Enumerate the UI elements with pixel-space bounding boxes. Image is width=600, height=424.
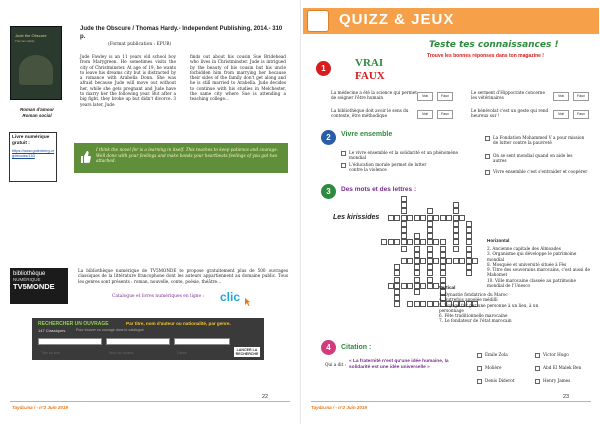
h-clue-5: 10. Ville marocaine classée au patrimoine mondial de l'Unesco bbox=[487, 277, 576, 289]
crossword-cell[interactable] bbox=[446, 215, 452, 221]
v-clue-5: 7. Le fondateur de l'état marocain bbox=[439, 318, 512, 324]
crossword-cell[interactable] bbox=[427, 215, 433, 221]
s2-checkbox-1[interactable] bbox=[341, 151, 346, 156]
crossword-cell[interactable] bbox=[401, 233, 407, 239]
crossword-cell[interactable] bbox=[401, 208, 407, 214]
library-logo bbox=[10, 268, 68, 304]
h-clue-2: 3. Organisme qui développe le patrimoine mondial bbox=[487, 251, 577, 262]
section-3-title: Des mots et des lettres : bbox=[341, 186, 417, 193]
right-page bbox=[300, 0, 600, 424]
crossword-cell[interactable] bbox=[427, 246, 433, 252]
free-book-title: Livre numérique gratuit : bbox=[12, 135, 50, 146]
vertical-title: Vertical bbox=[439, 285, 456, 290]
search-banner bbox=[32, 318, 264, 360]
footer-rule bbox=[311, 401, 591, 402]
vrai-label: VRAI bbox=[355, 57, 384, 69]
crossword-cell[interactable] bbox=[466, 221, 472, 227]
crossword-cell[interactable] bbox=[401, 221, 407, 227]
crossword-cell[interactable] bbox=[440, 239, 446, 245]
crossword-cell[interactable] bbox=[420, 301, 426, 307]
q1-1-vrai-box[interactable]: Vrai bbox=[417, 92, 433, 101]
author-checkbox-3[interactable] bbox=[477, 366, 482, 371]
crossword-cell[interactable] bbox=[401, 283, 407, 289]
crossword-cell[interactable] bbox=[401, 246, 407, 252]
q1-4-vrai-box[interactable]: Vrai bbox=[553, 110, 569, 119]
crossword-cell[interactable] bbox=[420, 215, 426, 221]
footer bbox=[311, 405, 367, 410]
catalogue-text: Catalogue et livres numériques en ligne : bbox=[112, 294, 204, 299]
s2-item-5: Vivre ensemble c'est s'entraider et coopérer bbox=[493, 169, 588, 174]
crossword-cell[interactable] bbox=[420, 239, 426, 245]
crossword-cell[interactable] bbox=[446, 258, 452, 264]
crossword-cell[interactable] bbox=[440, 258, 446, 264]
section-1-circle: 1 bbox=[316, 61, 331, 76]
crossword-cell[interactable] bbox=[414, 283, 420, 289]
footer bbox=[12, 405, 68, 410]
crossword-cell[interactable] bbox=[453, 221, 459, 227]
vertical-clues bbox=[439, 292, 555, 324]
crossword-cell[interactable] bbox=[427, 301, 433, 307]
q1-item-2: La bibliothèque doit avoir le sens du contexte, être méthodique bbox=[331, 108, 409, 119]
search-field-author[interactable] bbox=[106, 338, 170, 355]
crossword-cell[interactable] bbox=[453, 227, 459, 233]
q1-item-1: La médecine a été la science qui permet de soigner l'être humain bbox=[331, 90, 417, 101]
crossword-cell[interactable] bbox=[394, 301, 400, 307]
book-header: Jude the Obscure / Thomas Hardy.- Independent Publishing, 2014.- 310 p. bbox=[80, 26, 283, 40]
q1-3-faux-box[interactable]: Faux bbox=[573, 92, 589, 101]
crossword-cell[interactable] bbox=[401, 227, 407, 233]
click-cursor-icon bbox=[244, 292, 252, 302]
h-clue-4: 9. Titre des souverains marocains, c'est aussi de Mahomet bbox=[487, 267, 590, 278]
crossword-cell[interactable] bbox=[440, 277, 446, 283]
crossword-cell[interactable] bbox=[401, 258, 407, 264]
q1-4-faux-box[interactable]: Faux bbox=[573, 110, 589, 119]
section-2-circle: 2 bbox=[321, 130, 336, 145]
faux-label: FAUX bbox=[355, 70, 385, 82]
crossword-cell[interactable] bbox=[407, 283, 413, 289]
crossword-cell[interactable] bbox=[381, 239, 387, 245]
crossword-cell[interactable] bbox=[388, 215, 394, 221]
crossword-cell[interactable] bbox=[414, 233, 420, 239]
crossword-cell[interactable] bbox=[427, 258, 433, 264]
crossword-cell[interactable] bbox=[453, 215, 459, 221]
page-number: 22 bbox=[262, 394, 269, 400]
crossword-cell[interactable] bbox=[440, 264, 446, 270]
v-clue-1: 1. Dynastie fondatrice du Maroc bbox=[439, 292, 508, 297]
crossword-cell[interactable] bbox=[388, 239, 394, 245]
crossword-cell[interactable] bbox=[453, 208, 459, 214]
games-icon bbox=[307, 10, 329, 32]
crossword-cell[interactable] bbox=[459, 258, 465, 264]
crossword-cell[interactable] bbox=[394, 215, 400, 221]
crossword-cell[interactable] bbox=[420, 258, 426, 264]
crossword-cell[interactable] bbox=[466, 233, 472, 239]
s2-item-3: La Fondation Mohammed V a pour mission de lutter contre la pauvreté bbox=[493, 135, 585, 146]
v-clue-3: 5. Voyage fait par une personne à un lieu, à un personnage bbox=[439, 302, 539, 313]
crossword-cell[interactable] bbox=[472, 258, 478, 264]
crossword-cell[interactable] bbox=[394, 295, 400, 301]
crossword-cell[interactable] bbox=[427, 227, 433, 233]
author-checkbox-2[interactable] bbox=[535, 353, 540, 358]
crossword-cell[interactable] bbox=[466, 227, 472, 233]
quote-box bbox=[74, 143, 288, 173]
q1-3-vrai-box[interactable]: Vrai bbox=[553, 92, 569, 101]
s2-item-1: Le vivre ensemble et la solidarité et un phénomène mondial bbox=[349, 150, 459, 161]
click-link[interactable]: clic bbox=[220, 290, 241, 304]
crossword-cell[interactable] bbox=[453, 202, 459, 208]
quiz-subtitle: Teste tes connaissances ! bbox=[429, 40, 559, 50]
citation-text: « La fraternité n'est qu'une idée humaine, la solidarité est une idée universelle » bbox=[349, 359, 449, 370]
horizontal-title: Horizontal bbox=[487, 238, 510, 243]
crossword-cell[interactable] bbox=[433, 239, 439, 245]
library-text: La bibliothèque numérique de TV5MONDE te propose gratuitement plus de 500 ouvrages classiques de la littérature francophone dont les auteurs appartiennent au domaine public. Tous les genres sont présents : roman, nouvelle, conte, poésie, théâtre… bbox=[78, 268, 288, 284]
author-1: Émile Zola bbox=[485, 352, 508, 357]
section-4-title: Citation : bbox=[341, 344, 372, 351]
crossword-cell[interactable] bbox=[388, 283, 394, 289]
crossword-cell[interactable] bbox=[414, 270, 420, 276]
book-format: (Format publication : EPUB) bbox=[108, 42, 172, 47]
search-field-author-label: Nom de l'auteur bbox=[109, 351, 134, 355]
crossword-cell[interactable] bbox=[466, 258, 472, 264]
crossword-cell[interactable] bbox=[466, 239, 472, 245]
s2-checkbox-2[interactable] bbox=[341, 163, 346, 168]
crossword-cell[interactable] bbox=[414, 215, 420, 221]
horizontal-clues bbox=[487, 246, 591, 288]
v-clue-4: 6. Fête traditionnelle marocaine bbox=[439, 313, 508, 319]
crossword-cell[interactable] bbox=[394, 239, 400, 245]
crossword-cell[interactable] bbox=[427, 252, 433, 258]
crossword-cell[interactable] bbox=[414, 301, 420, 307]
crossword-cell[interactable] bbox=[394, 264, 400, 270]
crossword-cell[interactable] bbox=[414, 258, 420, 264]
free-book-link[interactable]: https://www.gutenberg.org/ebooks/153 bbox=[12, 149, 54, 158]
crossword-cell[interactable] bbox=[401, 196, 407, 202]
crossword-cell[interactable] bbox=[466, 246, 472, 252]
section-2-title: Vivre ensemble bbox=[341, 131, 393, 138]
crossword-cell[interactable] bbox=[407, 239, 413, 245]
section-3-circle: 3 bbox=[321, 184, 336, 199]
book-cover bbox=[10, 26, 62, 100]
search-count: 147 Classiques bbox=[38, 328, 66, 333]
q1-item-4: Le bénévolat c'est un geste qui rend heureux sur ! bbox=[471, 108, 549, 119]
crossword-cell[interactable] bbox=[407, 215, 413, 221]
s2-item-2: L'éducation morale permet de lutter contre la violence bbox=[349, 162, 427, 173]
h-clue-1: 2. Ancienne capitale des Almoades bbox=[487, 246, 561, 251]
crossword-cell[interactable] bbox=[420, 283, 426, 289]
author-checkbox-5[interactable] bbox=[477, 379, 482, 384]
crossword-cell[interactable] bbox=[466, 264, 472, 270]
crossword-cell[interactable] bbox=[414, 264, 420, 270]
crossword-cell[interactable] bbox=[427, 233, 433, 239]
crossword-cell[interactable] bbox=[453, 258, 459, 264]
quiz-banner bbox=[303, 8, 599, 34]
author-5: Denis Diderot bbox=[485, 378, 515, 383]
crossword-cell[interactable] bbox=[394, 289, 400, 295]
quiz-title: QUIZZ & JEUX bbox=[339, 11, 455, 28]
q1-item-3: Le serment d'Hippocrate concerne les vétérinaires bbox=[471, 90, 545, 101]
crossword-cell[interactable] bbox=[414, 239, 420, 245]
search-sub: Pour trouver un ouvrage dans le catalogue bbox=[76, 328, 144, 332]
footer-issue: n°2 Juin 2019 bbox=[338, 405, 367, 410]
crossword-cell[interactable] bbox=[453, 246, 459, 252]
author-3: Molière bbox=[485, 365, 502, 370]
thumbs-up-icon bbox=[79, 149, 91, 163]
crossword-cell[interactable] bbox=[394, 270, 400, 276]
crossword-cell[interactable] bbox=[427, 239, 433, 245]
s2-checkbox-4[interactable] bbox=[485, 154, 490, 159]
h-clue-3: 8. Mosquée et université située à Fès bbox=[487, 261, 567, 267]
q1-2-vrai-box[interactable]: Vrai bbox=[417, 110, 433, 119]
crossword-cell[interactable] bbox=[453, 239, 459, 245]
section-4-circle: 4 bbox=[321, 340, 336, 355]
crossword-cell[interactable] bbox=[427, 277, 433, 283]
author-2: Victor Hugo bbox=[543, 352, 569, 357]
crossword-cell[interactable] bbox=[401, 239, 407, 245]
author-checkbox-4[interactable] bbox=[535, 366, 540, 371]
q1-2-faux-box[interactable]: Faux bbox=[437, 110, 453, 119]
search-extra: Par titre, nom d'auteur ou nationalité, par genre. bbox=[126, 321, 231, 326]
logo-line-1: bibliothèque bbox=[13, 271, 46, 277]
q1-1-faux-box[interactable]: Faux bbox=[437, 92, 453, 101]
review-column-2: finds out about his cousin Sue Bridehead who lives in Christminster. Jude is intrigued by the beauty of his cousin but his uncle forbidden him from marrying her because their sides of the family don't get along and he is still married to Arabella. Jude decides to continue with his studies in Melchester, the same city where Sue is attending a teaching college… bbox=[190, 54, 286, 102]
crossword-cell[interactable] bbox=[407, 258, 413, 264]
crossword-cell[interactable] bbox=[440, 252, 446, 258]
search-label: RECHERCHER UN OUVRAGE bbox=[38, 321, 109, 327]
search-field-title[interactable] bbox=[38, 338, 102, 355]
author-6: Henry James bbox=[543, 378, 571, 383]
crossword-title: Les kirissides bbox=[333, 214, 380, 221]
crossword-cell[interactable] bbox=[401, 202, 407, 208]
cover-title: Jude the Obscure bbox=[15, 33, 47, 38]
author-checkbox-6[interactable] bbox=[535, 379, 540, 384]
crossword-cell[interactable] bbox=[440, 215, 446, 221]
crossword-cell[interactable] bbox=[394, 283, 400, 289]
s2-item-4: On se sent mondial quand on aide les autres bbox=[493, 153, 573, 164]
author-4: Abd El Malek Ben bbox=[543, 365, 582, 370]
crossword-cell[interactable] bbox=[453, 233, 459, 239]
crossword-cell[interactable] bbox=[401, 215, 407, 221]
crossword-cell[interactable] bbox=[414, 289, 420, 295]
crossword-cell[interactable] bbox=[466, 252, 472, 258]
v-clue-2: 4. Autrefois appelée médilli bbox=[439, 297, 498, 303]
crossword-cell[interactable] bbox=[427, 221, 433, 227]
crossword-cell[interactable] bbox=[394, 277, 400, 283]
s2-checkbox-5[interactable] bbox=[485, 170, 490, 175]
cover-author: Thomas Hardy bbox=[15, 39, 35, 43]
free-book-box bbox=[9, 132, 57, 182]
crossword-cell[interactable] bbox=[427, 283, 433, 289]
logo-line-2: NUMÉRIQUE bbox=[13, 277, 41, 282]
search-field-title-label: Titre du livre bbox=[41, 351, 61, 355]
quote-text: I think the novel for is a learning in itself. This teaches to keep patience and courage. Well done with your feelings and make bonds your heartbeats feelings of you got two attached. bbox=[96, 147, 279, 164]
author-checkbox-1[interactable] bbox=[477, 353, 482, 358]
quiz-subtitle-2: Trouve les bonnes réponses dans ton magazine ! bbox=[427, 53, 544, 59]
s2-checkbox-3[interactable] bbox=[485, 136, 490, 141]
crossword-cell[interactable] bbox=[427, 270, 433, 276]
crossword-cell[interactable] bbox=[414, 252, 420, 258]
footer-rule bbox=[10, 401, 290, 402]
cover-caption: Roman d'amour Roman social bbox=[19, 107, 55, 118]
crossword-cell[interactable] bbox=[433, 258, 439, 264]
crossword-cell[interactable] bbox=[407, 301, 413, 307]
footer-brand: Tayda.ma / - bbox=[311, 405, 337, 410]
crossword-cell[interactable] bbox=[414, 277, 420, 283]
search-field-genre-label: Genre bbox=[177, 351, 187, 355]
crossword-cell[interactable] bbox=[440, 270, 446, 276]
footer-brand: Tayda.ma / - bbox=[12, 405, 38, 410]
crossword-cell[interactable] bbox=[414, 246, 420, 252]
cover-illustration bbox=[19, 55, 53, 85]
crossword-cell[interactable] bbox=[459, 215, 465, 221]
search-field-genre[interactable] bbox=[174, 338, 230, 355]
crossword-cell[interactable] bbox=[433, 215, 439, 221]
search-go-button[interactable]: LANCER LA RECHERCHE bbox=[235, 348, 259, 356]
page-number: 23 bbox=[563, 394, 570, 400]
review-column-1: Jude Fawley is an 11 years old school boy from Marygreen. He sometimes visits the city of Christminster. At age of 19, he wants to leave his dreams city but is distracted by a romance with Arabella Donn. She was afraid because Jude will move out without her, while she gets pregnant and Jude have to marry her the following year. But after a big fight, they broke up but didn't divorce. 3 years later, Jude bbox=[80, 54, 176, 107]
crossword-cell[interactable] bbox=[427, 208, 433, 214]
crossword-cell[interactable] bbox=[440, 246, 446, 252]
footer-issue: n°2 Juin 2019 bbox=[39, 405, 68, 410]
crossword-cell[interactable] bbox=[466, 270, 472, 276]
citation-prefix: Qui a dit : bbox=[325, 362, 347, 367]
crossword-cell[interactable] bbox=[427, 264, 433, 270]
logo-line-3: TV5MONDE bbox=[13, 282, 55, 291]
